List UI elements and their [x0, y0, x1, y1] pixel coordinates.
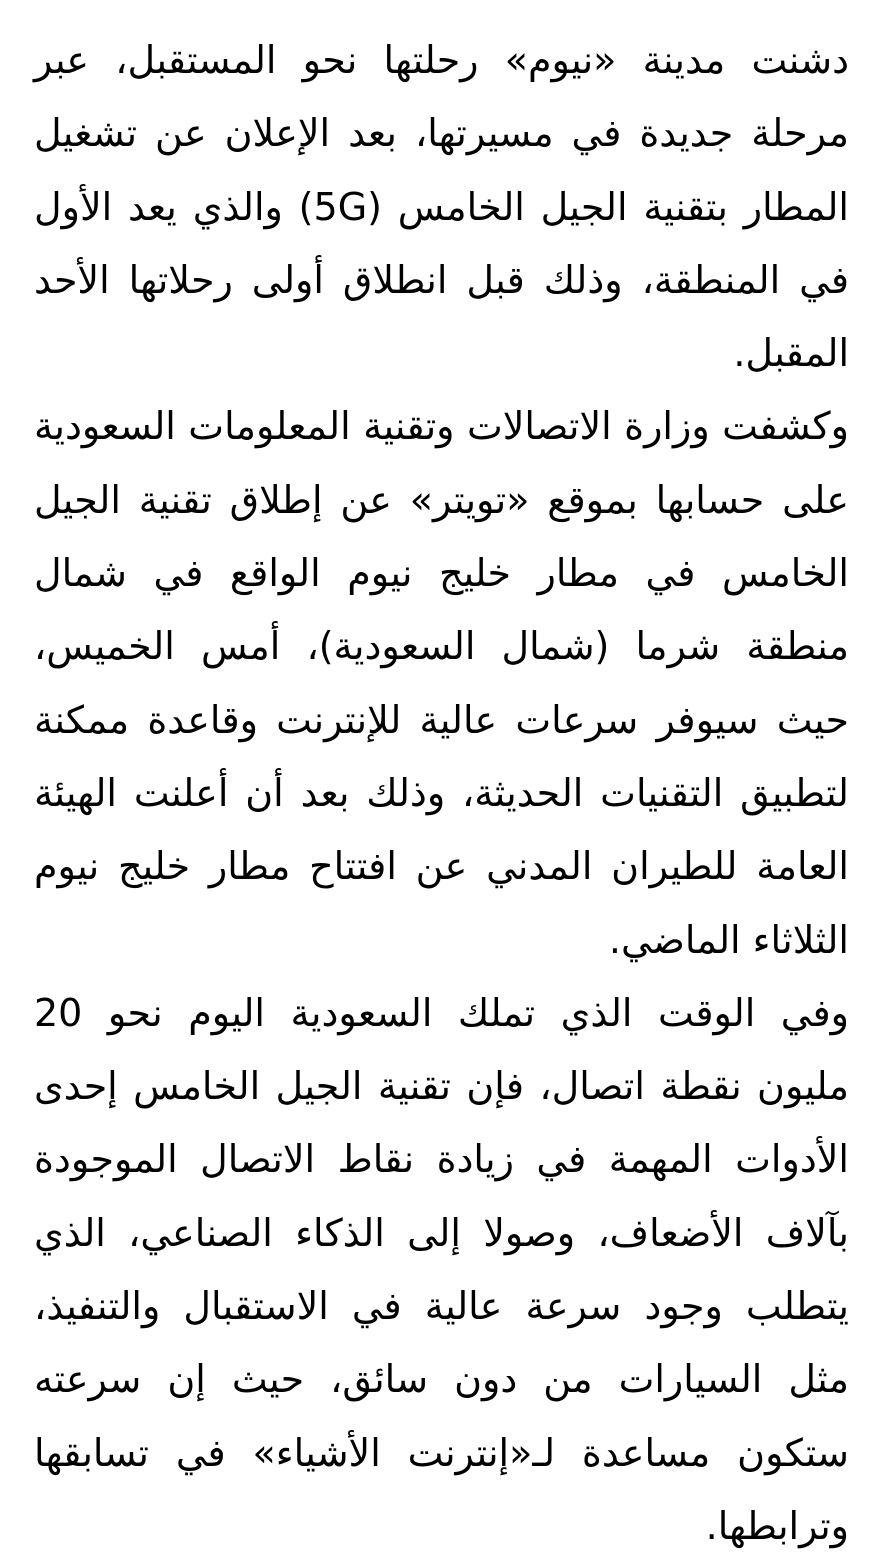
article-paragraph-2: وكشفت وزارة الاتصالات وتقنية المعلومات السعودية على حسابها بموقع «تويتر» عن إطلاق تقنية الجيل الخامس في مطار خليج نيوم الواقع في شمال منطقة شرما (شمال السعودية)، أمس الخميس، حيث سيوفر سرعات عالية للإنترنت وقاعدة ممكنة لتطبيق التقنيات الحديثة، وذلك بعد أن أعلنت الهيئة العامة للطيران المدني عن افتتاح مطار خليج نيوم الثلاثاء الماضي. — [34, 404, 849, 962]
article-paragraph-3: وفي الوقت الذي تملك السعودية اليوم نحو 20 مليون نقطة اتصال، فإن تقنية الجيل الخامس إحدى الأدوات المهمة في زيادة نقاط الاتصال الموجودة بآلاف الأضعاف، وصولا إلى الذكاء الصناعي، الذي يتطلب وجود سرعة عالية في الاستقبال والتنفيذ، مثل السيارات من دون سائق، حيث إن سرعته ستكون مساعدة لـ«إنترنت الأشياء» في تسابقها وترابطها. — [34, 990, 849, 1548]
article-paragraph-1: دشنت مدينة «نيوم» رحلتها نحو المستقبل، عبر مرحلة جديدة في مسيرتها، بعد الإعلان عن تشغيل المطار بتقنية الجيل الخامس (5G) والذي يعد الأول في المنطقة، وذلك قبل انطلاق أولى رحلاتها الأحد المقبل. — [34, 38, 849, 376]
